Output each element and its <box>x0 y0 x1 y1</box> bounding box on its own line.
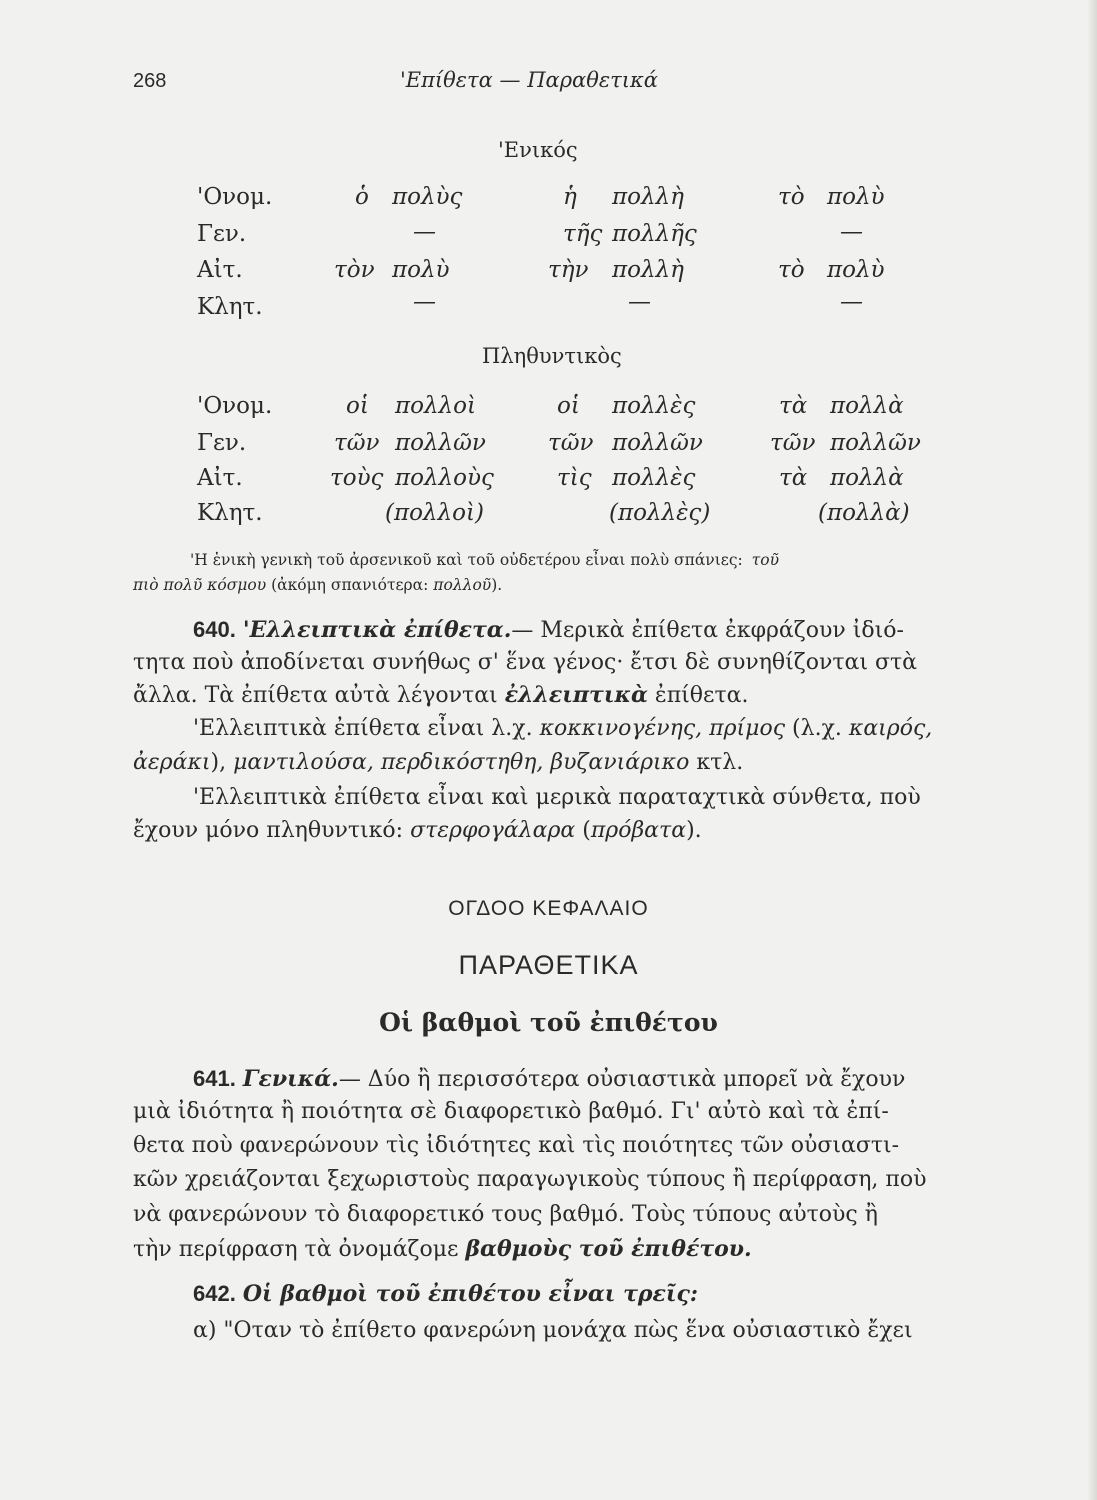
adjective-form: πολλῆς <box>612 221 697 247</box>
example-words: μαντιλούσα, περδικόστηθη, βυζανιάρικο <box>233 750 690 775</box>
section-641-line-2: μιὰ ἰδιότητα ἢ ποιότητα σὲ διαφορετικὸ βαθμό. Γι' αὐτὸ καὶ τὰ ἐπί- <box>133 1099 889 1124</box>
running-title: 'Επίθετα — Παραθετικά <box>400 68 658 92</box>
adjective-form: πολλῶν <box>830 430 921 456</box>
adjective-form: πολλὴ <box>612 257 684 283</box>
body-text: (λ.χ. <box>792 716 842 741</box>
case-label: Γεν. <box>197 221 247 247</box>
article: τῆς <box>563 221 603 247</box>
case-label: 'Ονομ. <box>197 393 273 419</box>
example-words: ἀεράκι <box>133 750 211 775</box>
article: τὰ <box>779 465 808 491</box>
adjective-form: (πολλοὶ) <box>385 500 484 526</box>
dash: — <box>840 219 863 245</box>
section-642-line-1 <box>193 1281 698 1307</box>
section-640-line-5 <box>133 750 743 775</box>
note-text: ). <box>491 576 503 594</box>
adjective-form: πολὺ <box>392 257 450 283</box>
body-text: κτλ. <box>696 750 744 775</box>
example-words: κοκκινογένης, πρίμος <box>539 716 786 741</box>
article: οἱ <box>557 393 580 419</box>
emphasis-term: ἐλλειπτικὰ <box>504 682 648 708</box>
article: τὸ <box>778 257 805 283</box>
section-642-line-2: α) "Οταν τὸ ἐπίθετο φανερώνη μονάχα πὼς ἕνα οὐσιαστικὸ ἔχει <box>193 1318 913 1343</box>
article: τὶς <box>557 465 592 491</box>
body-text: — Μερικὰ ἐπίθετα ἐκφράζουν ἰδιό- <box>511 618 904 643</box>
article: τῶν <box>548 430 594 456</box>
case-label: Αἰτ. <box>197 465 243 491</box>
case-label: Κλητ. <box>197 294 263 320</box>
chapter-label: ΟΓΔΟΟ ΚΕΦΑΛΑΙΟ <box>448 897 649 920</box>
chapter-subtitle: Οἱ βαθμοὶ τοῦ ἐπιθέτου <box>379 1008 718 1037</box>
section-641-line-6 <box>133 1236 752 1262</box>
footnote-line-1 <box>190 551 779 569</box>
section-640-line-4 <box>193 716 932 741</box>
dash: — <box>413 219 436 245</box>
body-text: ἄλλα. Τὰ ἐπίθετα αὐτὰ λέγονται <box>133 683 498 708</box>
footnote-line-2 <box>133 576 502 594</box>
example-words: καιρός, <box>848 716 933 741</box>
article: οἱ <box>346 393 369 419</box>
section-heading: 'Ελλειπτικὰ ἐπίθετα. <box>242 617 512 643</box>
plural-title: Πληθυντικὸς <box>482 344 622 368</box>
adjective-form: πολλῶν <box>612 430 703 456</box>
section-640-line-3 <box>133 682 748 708</box>
adjective-form: πολλὰ <box>830 393 904 419</box>
section-641-line-5: νὰ φανερώνουν τὸ διαφορετικό τους βαθμό. Τοὺς τύπους αὐτοὺς ἢ <box>133 1202 878 1227</box>
section-number: 642. <box>193 1281 236 1306</box>
section-640-line-2: τητα ποὺ ἀποδίνεται συνήθως σ' ἕνα γένος· ἔτσι δὲ συνηθίζονται στὰ <box>133 650 918 675</box>
note-example: πιὸ πολῦ κόσμου <box>133 576 267 594</box>
article: τὴν <box>548 257 589 283</box>
article: τῶν <box>770 430 816 456</box>
page-edge-shadow <box>1087 0 1097 1500</box>
section-number: 641. <box>193 1066 236 1091</box>
adjective-form: πολὺ <box>827 257 885 283</box>
case-label: Γεν. <box>197 430 247 456</box>
singular-title: 'Ενικός <box>498 138 578 162</box>
chapter-title: ΠΑΡΑΘΕΤΙΚΑ <box>458 950 639 980</box>
body-text: τὴν περίφραση τὰ ὀνομάζομε <box>133 1237 459 1262</box>
body-text: ( <box>582 818 591 843</box>
adjective-form: πολλῶν <box>395 430 486 456</box>
example-words: στερφογάλαρα <box>410 818 576 843</box>
note-example: τοῦ <box>751 551 780 569</box>
adjective-form: πολλοὶ <box>395 393 476 419</box>
note-text: 'Η ἑνικὴ γενικὴ τοῦ ἀρσενικοῦ καὶ τοῦ οὐδετέρου εἶναι πολὺ σπάνιες: <box>190 551 743 569</box>
adjective-form: πολλὰ <box>830 465 904 491</box>
body-text: ἔχουν μόνο πληθυντικό: <box>133 818 404 843</box>
adjective-form: πολλοὺς <box>395 465 494 491</box>
section-641-line-3: θετα ποὺ φανερώνουν τὶς ἰδιότητες καὶ τὶς ποιότητες τῶν οὐσιαστι- <box>133 1133 900 1158</box>
section-641-line-1 <box>193 1066 905 1092</box>
section-heading: Γενικά. <box>242 1066 339 1092</box>
adjective-form: (πολλὰ) <box>818 500 910 526</box>
section-641-line-4: κῶν χρειάζονται ξεχωριστοὺς παραγωγικοὺς τύπους ἢ περίφραση, ποὺ <box>133 1167 927 1192</box>
article: τὸ <box>778 184 805 210</box>
body-text: ἐπίθετα. <box>654 683 749 708</box>
adjective-form: πολλὲς <box>612 465 696 491</box>
case-label: 'Ονομ. <box>197 184 273 210</box>
section-640-line-1 <box>193 617 904 643</box>
dash: — <box>413 289 436 315</box>
note-text: (ἀκόμη σπανιότερα: <box>271 576 429 594</box>
adjective-form: πολλὴ <box>612 184 684 210</box>
section-heading: Οἱ βαθμοὶ τοῦ ἐπιθέτου εἶναι τρεῖς: <box>242 1281 699 1307</box>
body-text: 'Ελλειπτικὰ ἐπίθετα εἶναι λ.χ. <box>193 716 533 741</box>
body-text: ), <box>210 750 227 775</box>
adjective-form: πολὺς <box>392 184 463 210</box>
case-label: Αἰτ. <box>197 257 243 283</box>
article: τῶν <box>334 430 380 456</box>
body-text: ). <box>686 818 702 843</box>
section-640-line-7 <box>133 818 702 843</box>
adjective-form: πολὺ <box>827 184 885 210</box>
body-text: — Δύο ἢ περισσότερα οὐσιαστικὰ μπορεῖ νὰ ἔχουν <box>338 1067 906 1092</box>
adjective-form: (πολλὲς) <box>609 500 711 526</box>
note-example: πολλοῦ <box>433 576 492 594</box>
example-words: πρόβατα <box>590 818 687 843</box>
article: τὸν <box>334 257 375 283</box>
article: ὁ <box>355 184 369 210</box>
section-number: 640. <box>193 617 236 642</box>
dash: — <box>628 289 651 315</box>
emphasis-term: βαθμοὺς τοῦ ἐπιθέτου. <box>465 1236 752 1262</box>
dash: — <box>840 289 863 315</box>
article: ἡ <box>563 184 577 210</box>
adjective-form: πολλὲς <box>612 393 696 419</box>
article: τοὺς <box>330 465 384 491</box>
section-640-line-6: 'Ελλειπτικὰ ἐπίθετα εἶναι καὶ μερικὰ παραταχτικὰ σύνθετα, ποὺ <box>193 785 921 810</box>
page-number: 268 <box>133 70 167 92</box>
case-label: Κλητ. <box>197 500 263 526</box>
article: τὰ <box>779 393 808 419</box>
